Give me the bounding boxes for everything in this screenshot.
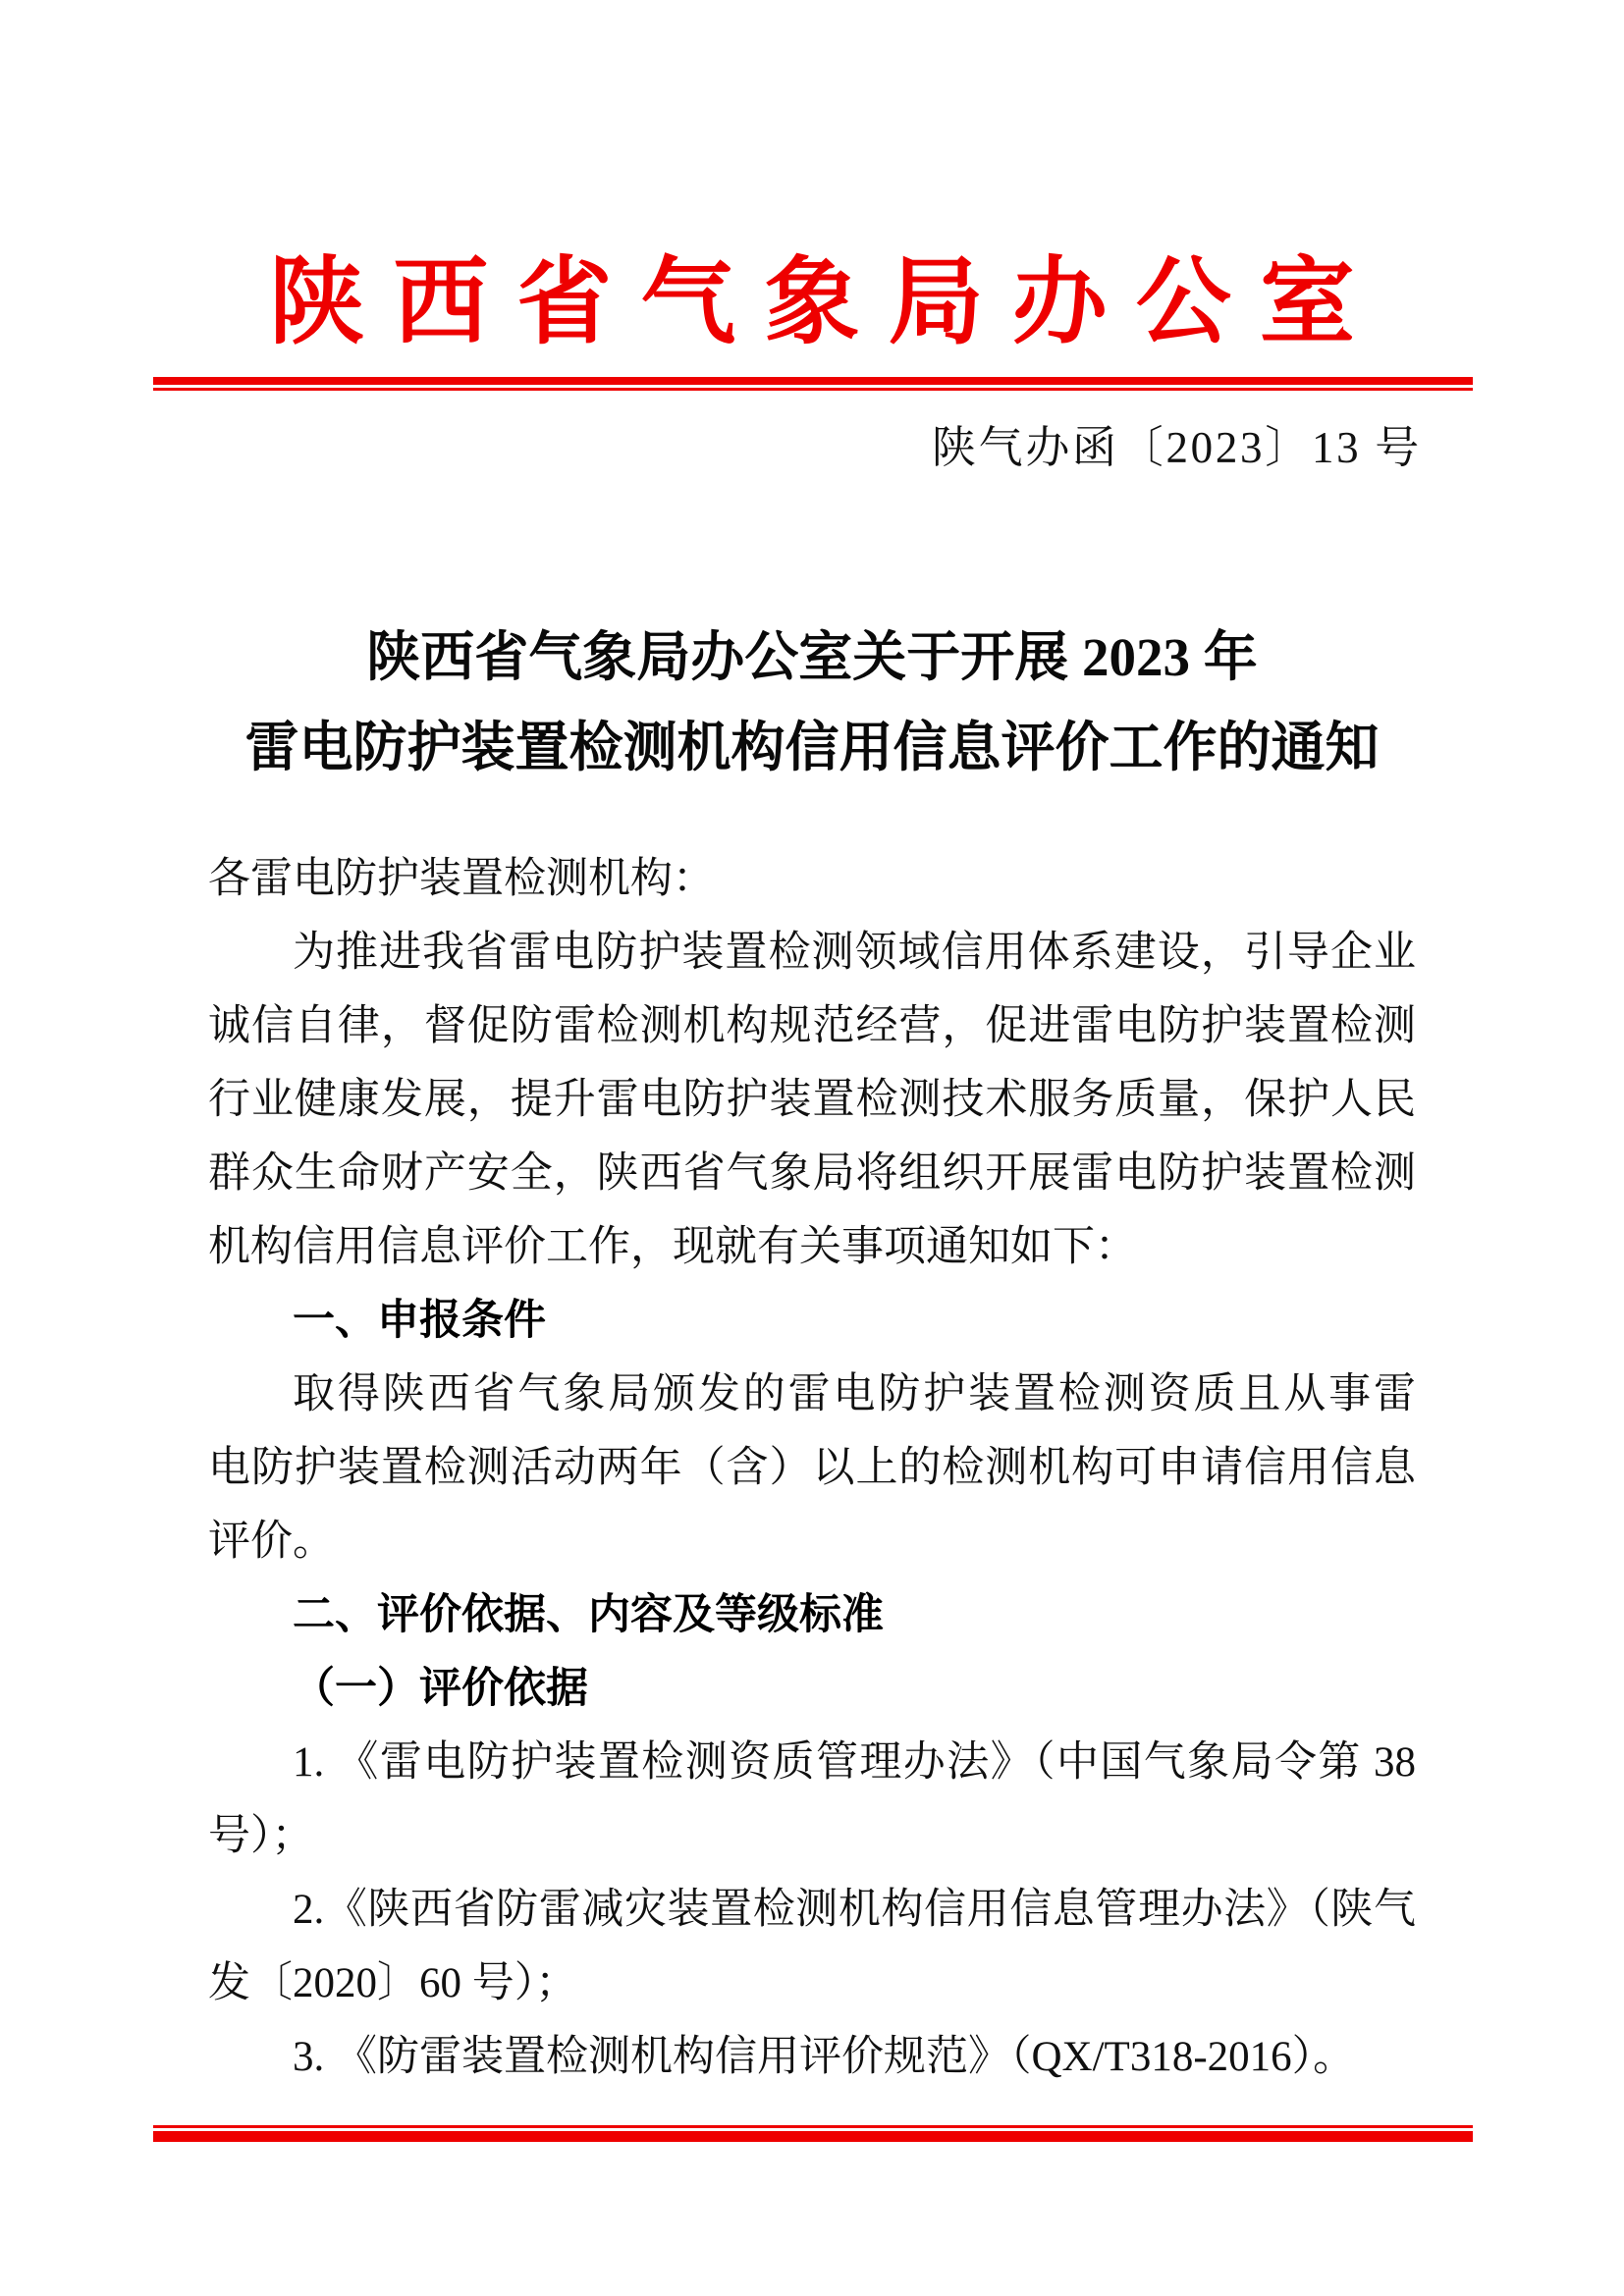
header-separator-thick-rule bbox=[153, 377, 1473, 385]
section-heading: 一、申报条件 bbox=[293, 1297, 546, 1344]
section-heading: 二、评价依据、内容及等级标准 bbox=[293, 1591, 884, 1638]
document-body bbox=[208, 842, 1416, 2094]
body-text-line: 行业健康发展，提升雷电防护装置检测技术服务质量，保护人民 bbox=[208, 1077, 1416, 1123]
body-text-line: 取得陕西省气象局颁发的雷电防护装置检测资质且从事雷 bbox=[293, 1371, 1416, 1417]
body-text-line: 2.《陕西省防雷减灾装置检测机构信用信息管理办法》（陕气 bbox=[293, 1887, 1416, 1933]
body-text-line: 群众生命财产安全，陕西省气象局将组织开展雷电防护装置检测 bbox=[208, 1150, 1416, 1197]
body-text-line: 评价。 bbox=[208, 1519, 335, 1565]
notice-title-line-1: 陕西省气象局办公室关于开展 2023 年 bbox=[366, 627, 1258, 687]
body-text-line: 1. 《雷电防护装置检测资质管理办法》（中国气象局令第 38 bbox=[293, 1739, 1416, 1786]
agency-header-text: 陕西省气象局办公室 bbox=[269, 250, 1383, 355]
body-text-line: 机构信用信息评价工作，现就有关事项通知如下： bbox=[208, 1224, 1137, 1270]
agency-header-title bbox=[0, 250, 1624, 355]
doc-number: 陕气办函〔2023〕13 号 bbox=[931, 423, 1422, 472]
body-text-line: 发〔2020〕60 号）； bbox=[208, 1960, 578, 2006]
body-text-line: 各雷电防护装置检测机构： bbox=[208, 856, 715, 902]
notice-title bbox=[0, 613, 1624, 793]
body-text-line: 诚信自律，督促防雷检测机构规范经营，促进雷电防护装置检测 bbox=[208, 1003, 1416, 1049]
body-text-line: 为推进我省雷电防护装置检测领域信用体系建设，引导企业 bbox=[293, 930, 1416, 976]
header-separator-thin-rule bbox=[153, 388, 1473, 391]
body-text-line: 电防护装置检测活动两年（含）以上的检测机构可申请信用信息 bbox=[208, 1445, 1416, 1491]
body-text-line: 3. 《防雷装置检测机构信用评价规范》（QX/T318-2016）。 bbox=[293, 2034, 1356, 2080]
footer-separator bbox=[153, 2125, 1473, 2142]
header-separator bbox=[153, 377, 1473, 391]
notice-title-line-2: 雷电防护装置检测机构信用信息评价工作的通知 bbox=[244, 718, 1380, 777]
footer-separator-thick-rule bbox=[153, 2131, 1473, 2142]
body-text-line: 号）； bbox=[208, 1813, 314, 1859]
subsection-heading: （一）评价依据 bbox=[293, 1666, 588, 1712]
